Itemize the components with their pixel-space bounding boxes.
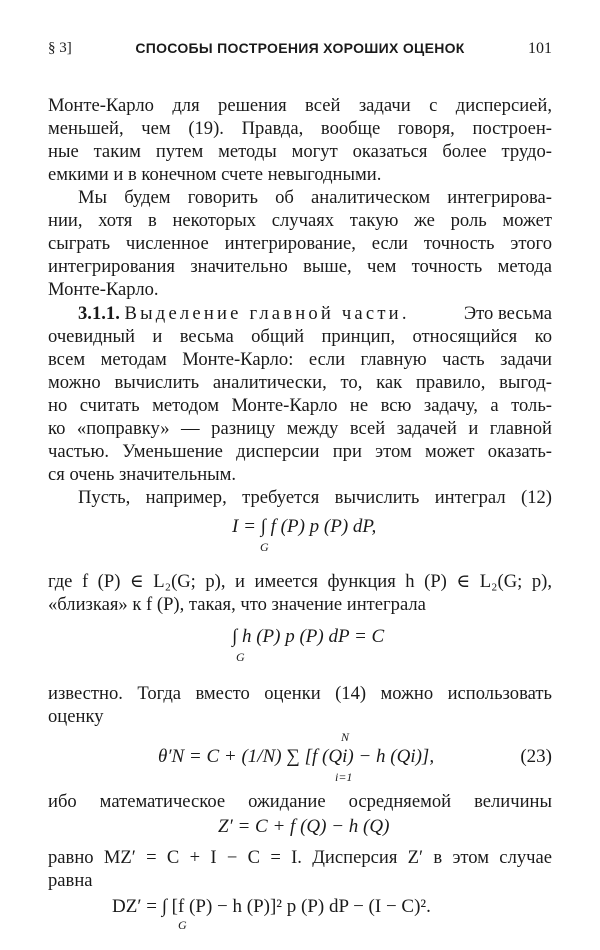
- formula-dispersion: DZ′ = ∫ [f (P) − h (P)]² p (P) dP − (I − C)².: [112, 896, 431, 917]
- equation-number: (23): [520, 746, 552, 767]
- formula-integral-I-domain: G: [260, 540, 269, 554]
- text-line: всем методам Монте-Карло: если главную часть задачи: [48, 349, 552, 370]
- text-line: равна: [48, 870, 93, 891]
- text-line: Монте-Карло.: [48, 279, 159, 300]
- section-marker: § 3]: [48, 40, 72, 56]
- text-line: сыграть численное интегрирование, если точность этого: [48, 233, 552, 254]
- text-line: частью. Уменьшение дисперсии при этом может оказать-: [48, 441, 552, 462]
- formula-integral-C-domain: G: [236, 650, 245, 664]
- text-line: можно вычислить аналитически, то, как правило, выгод-: [48, 372, 552, 393]
- text-line: Пусть, например, требуется вычислить интеграл (12): [78, 487, 552, 508]
- subsection-number: 3.1.1.: [78, 303, 120, 324]
- text-line: меньшей, чем (19). Правда, вообще говоря, построен-: [48, 118, 552, 139]
- text-line: Монте-Карло для решения всей задачи с дисперсией,: [48, 95, 552, 116]
- page-number: 101: [528, 40, 552, 57]
- text-line: очевидный и весьма общий принцип, относящийся ко: [48, 326, 552, 347]
- formula-integral-I: I = ∫ f (P) p (P) dP,: [232, 516, 377, 537]
- text-line: ибо математическое ожидание осредняемой величины: [48, 791, 552, 812]
- text-line: ко «поправку» — разницу между всей задачей и главной: [48, 418, 552, 439]
- sum-upper-limit: N: [341, 730, 350, 744]
- text-line: нии, хотя в некоторых случаях такую же роль может: [48, 210, 552, 231]
- running-header: [48, 40, 552, 64]
- text-line: ные таким путем методы могут оказаться более трудо-: [48, 141, 552, 162]
- text-line: Мы будем говорить об аналитическом интегрирова-: [78, 187, 552, 208]
- sum-lower-limit: i=1: [335, 770, 353, 784]
- text-line: емкими и в конечном счете невыгодными.: [48, 164, 382, 185]
- formula-integral-C: ∫ h (P) p (P) dP = C: [232, 626, 385, 647]
- text-line: где f (P) ∈ L₂(G; p), и имеется функция h (P) ∈ L₂(G; p),: [48, 571, 552, 592]
- formula-Z: Z′ = C + f (Q) − h (Q): [218, 816, 390, 837]
- text-line: но считать методом Монте-Карло не всю задачу, а толь-: [48, 395, 552, 416]
- subsection-first-line-rest: Это весьма: [463, 303, 552, 324]
- text-line: равно MZ′ = C + I − C = I. Дисперсия Z′ в этом случае: [48, 847, 552, 868]
- formula-23: θ′N = C + (1/N) ∑ [f (Qi) − h (Qi)],: [158, 746, 435, 767]
- text-line: известно. Тогда вместо оценки (14) можно использовать: [48, 683, 552, 704]
- text-line: ся очень значительным.: [48, 464, 237, 485]
- text-line: интегрирования значительно выше, чем точность метода: [48, 256, 552, 277]
- running-title: СПОСОБЫ ПОСТРОЕНИЯ ХОРОШИХ ОЦЕНОК: [135, 40, 465, 56]
- text-line: «близкая» к f (P), такая, что значение интеграла: [48, 594, 426, 615]
- text-line: оценку: [48, 706, 104, 727]
- formula-dispersion-domain: G: [178, 918, 187, 932]
- subsection-title: Выделение главной части.: [124, 303, 410, 324]
- subsection-heading-line: [78, 302, 552, 326]
